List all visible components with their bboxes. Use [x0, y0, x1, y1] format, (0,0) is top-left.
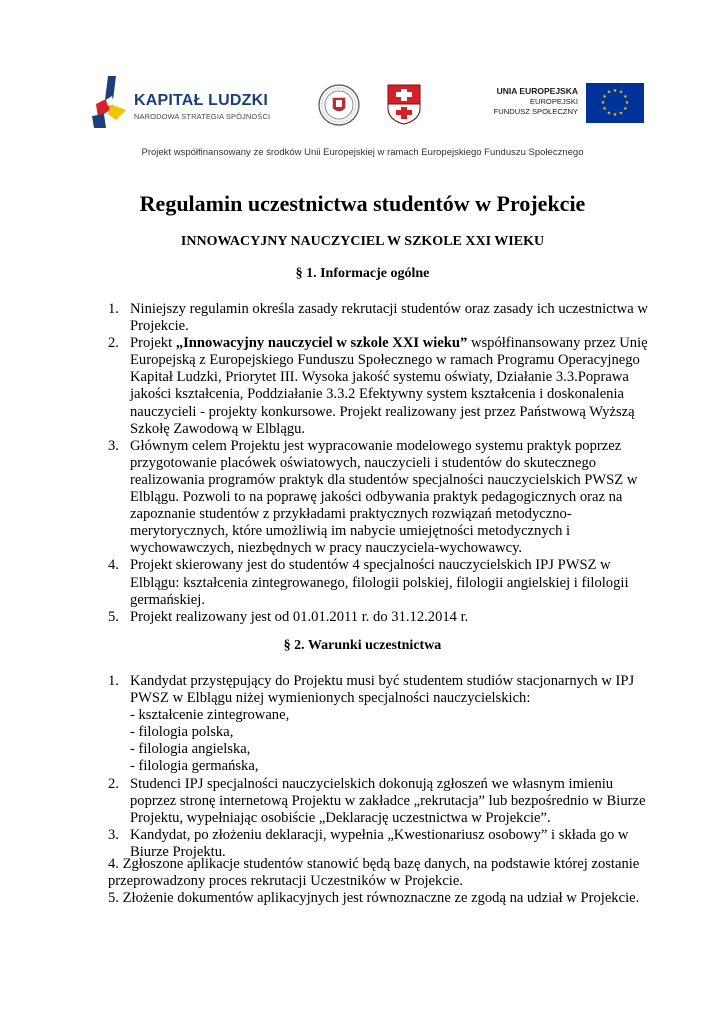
project-title-bold: „Innowacyjny nauczyciel w szkole XXI wieku” [175, 335, 468, 352]
section-2-plain-paragraphs [108, 856, 653, 907]
svg-text:★: ★ [623, 94, 628, 100]
item-text: Studenci IPJ specjalności nauczycielskich dokonują zgłoszeń we własnym imieniu poprzez stronę internetową Projektu w zakładce „rekrutacja” lub bezpośrednio w Biurze Projektu, wypełniając osobiście „Deklarację uczestnictwa w Projekcie”. [130, 775, 646, 826]
paragraph: 4. Zgłoszone aplikacje studentów stanowić będą bazę danych, na podstawie której zostanie przeprowadzony proces rekrutacji Uczestników w Projekcie. [108, 856, 640, 890]
kapital-ludzki-star-icon [86, 74, 132, 130]
svg-text:★: ★ [612, 88, 618, 94]
eu-fund-line2: FUNDUSZ SPOŁECZNY [493, 107, 578, 116]
specialty-item: - filologia polska, [130, 724, 234, 741]
kapital-ludzki-logo [86, 74, 276, 130]
specialty-item: - filologia germańska, [130, 758, 259, 775]
item-text: Kandydat przystępujący do Projektu musi być studentem studiów stacjonarnych w IPJ PWSZ w Elblągu niżej wymienionych specjalności nauczycielskich: [130, 673, 635, 707]
list-item [108, 438, 653, 558]
item-text: Głównym celem Projektu jest wypracowanie modelowego systemu praktyk poprzez przygotowanie placówek oświatowych, nauczycieli i studentów do skutecznego realizowania programów praktyk dla studentów specjalności nauczycielskich PWSZ w Elblągu. Pozwoli to na poprawę jakości odbywania praktyk pedagogicznych oraz na zapoznanie studentów z przykładami praktycznych rozwiązań metodyczno-merytorycznych, które umożliwią im nabycie umiejętności metodycznych i wychowawczych, niezbędnych w pracy nauczyciela-wychowawcy. [130, 437, 638, 557]
kapital-ludzki-title: KAPITAŁ LUDZKI [134, 92, 269, 109]
kapital-ludzki-subtitle: NARODOWA STRATEGIA SPÓJNOŚCI [134, 112, 271, 121]
item-text: Kandydat, po złożeniu deklaracji, wypełnia „Kwestionariusz osobowy” i składa go w Biurze Projektu. [130, 826, 629, 860]
eu-fund-line1: EUROPEJSKI [529, 97, 578, 106]
svg-text:★: ★ [600, 100, 606, 106]
item-number: 1. [108, 673, 119, 689]
svg-text:★: ★ [606, 89, 612, 96]
item-number: 3. [108, 437, 119, 454]
document-title: Regulamin uczestnictwa studentów w Projekcie [139, 191, 586, 216]
elblag-crest-icon [386, 82, 422, 126]
specialty-item: - filologia angielska, [130, 741, 251, 758]
svg-text:★: ★ [602, 106, 607, 112]
section-1-list [108, 301, 653, 626]
eu-text-block [486, 86, 578, 116]
item-number: 1. [108, 301, 119, 317]
paragraph: 5. Złożenie dokumentów aplikacyjnych jest równoznaczne ze zgodą na udział w Projekcie. [108, 890, 640, 907]
university-seal-icon [318, 84, 360, 126]
eu-name: UNIA EUROPEJSKA [496, 86, 578, 96]
item-text-prefix: Projekt [130, 335, 176, 352]
svg-text:★: ★ [612, 112, 618, 118]
svg-text:★: ★ [624, 100, 630, 106]
list-item [108, 301, 653, 335]
list-item [108, 776, 653, 827]
svg-text:★: ★ [606, 110, 612, 117]
project-name: INNOWACYJNY NAUCZYCIEL W SZKOLE XXI WIEKU [180, 234, 545, 249]
item-text: Projekt skierowany jest do studentów 4 specjalności nauczycielskich IPJ PWSZ w Elblągu: kształcenia zintegrowanego, filologii polskiej, filologii angielskiej i filologii germańskiej. [130, 557, 629, 608]
item-number: 2. [108, 775, 119, 792]
specialty-item: - kształcenie zintegrowane, [130, 707, 290, 724]
svg-text:★: ★ [618, 110, 624, 117]
item-text: współfinansowany przez Unię Europejską z Europejskiego Funduszu Społecznego w ramach Programu Operacyjnego Kapitał Ludzki, Priorytet III. Wysoka jakość systemu oświaty, Działanie 3.3.Poprawa jakości kształcenia, Poddziałanie 3.3.2 Efektywny system kształcenia i doskonalenia nauczycieli - projekty konkursowe. Projekt realizowany jest przez Państwową Wyższą Szkołę Zawodową w Elblągu. [130, 335, 648, 437]
cofinancing-note: Projekt współfinansowany ze środków Unii Europejskiej w ramach Europejskiego Funduszu Społecznego [141, 147, 584, 158]
section-1-heading: § 1. Informacje ogólne [295, 266, 430, 281]
page-header [0, 0, 725, 170]
item-text: Niniejszy regulamin określa zasady rekrutacji studentów oraz zasady ich uczestnictwa w Projekcie. [130, 301, 648, 335]
item-number: 4. [108, 557, 119, 574]
svg-text:★: ★ [602, 94, 607, 100]
section-2-heading: § 2. Warunki uczestnictwa [283, 638, 442, 653]
svg-text:★: ★ [623, 106, 628, 112]
list-item [108, 335, 653, 438]
item-number: 2. [108, 335, 119, 352]
item-number: 5. [108, 608, 119, 625]
list-item [108, 557, 653, 608]
section-2-list [108, 673, 653, 861]
eu-flag-icon [586, 83, 644, 123]
list-item [108, 609, 653, 626]
item-text: Projekt realizowany jest od 01.01.2011 r. do 31.12.2014 r. [130, 608, 469, 625]
item-number: 3. [108, 826, 119, 843]
list-item [108, 673, 653, 776]
svg-text:★: ★ [618, 89, 624, 96]
